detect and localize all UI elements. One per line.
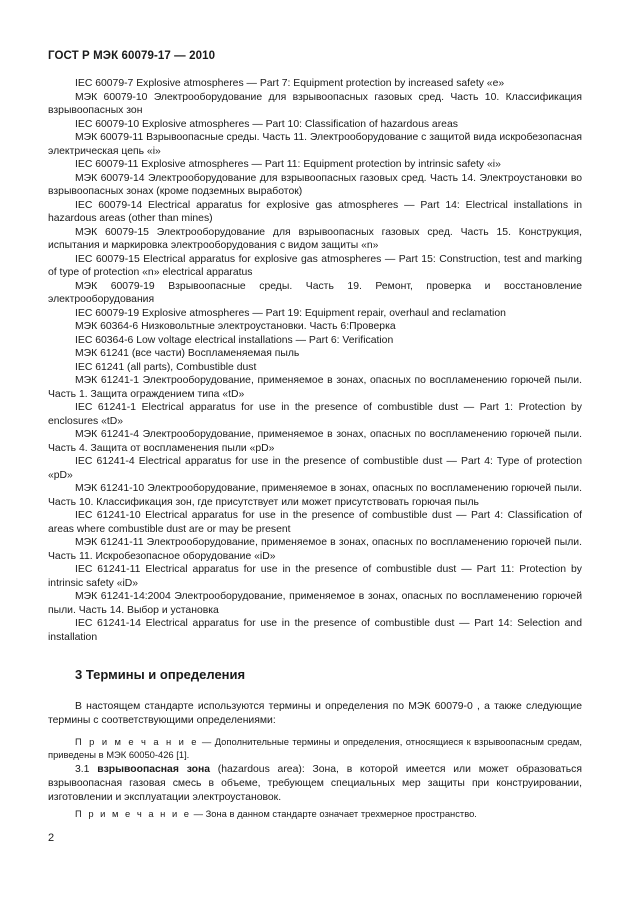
note-label: П р и м е ч а н и е	[75, 736, 199, 747]
definition-term: взрывоопасная зона	[97, 764, 210, 775]
reference-item: МЭК 60079-15 Электрооборудование для взрывоопасных газовых сред. Часть 15. Конструкция, испытания и маркировка электрооборудования с видом защиты «n»	[48, 226, 582, 251]
reference-item: МЭК 61241-10 Электрооборудование, применяемое в зонах, опасных по воспламенению горючей пыли. Часть 10. Классификация зон, где присутствует или может присутствовать горючая пыль	[48, 483, 582, 508]
page-number: 2	[48, 832, 55, 844]
reference-item: IEC 61241-10 Electrical apparatus for use in the presence of combustible dust — Part 4: Classification of areas where combustible dust are or may be present	[48, 510, 582, 535]
reference-item: IEC 60079-15 Electrical apparatus for explosive gas atmospheres — Part 15: Construction, test and marking of type of protection «n» electrical apparatus	[48, 253, 582, 278]
reference-item: IEC 60079-14 Electrical apparatus for explosive gas atmospheres — Part 14: Electrical installations in hazardous areas (other than mines)	[48, 199, 582, 224]
reference-item: МЭК 61241-11 Электрооборудование, применяемое в зонах, опасных по воспламенению горючей пыли. Часть 11. Искробезопасное оборудование «iD»	[48, 537, 582, 562]
reference-item: IEC 61241-14 Electrical apparatus for use in the presence of combustible dust — Part 14: Selection and installation	[48, 618, 582, 643]
reference-item: IEC 61241-1 Electrical apparatus for use in the presence of combustible dust — Part 1: Protection by enclosures «tD»	[48, 402, 582, 427]
note-1	[48, 735, 582, 761]
reference-item: IEC 61241-11 Electrical apparatus for use in the presence of combustible dust — Part 11: Protection by intrinsic safety «iD»	[48, 564, 582, 589]
reference-item: IEC 60079-19 Explosive atmospheres — Part 19: Equipment repair, overhaul and reclamation	[75, 307, 506, 319]
definition-number: 3.1	[75, 764, 98, 775]
reference-item: МЭК 60079-19 Взрывоопасные среды. Часть 19. Ремонт, проверка и восстановление электрооборудования	[48, 280, 582, 305]
reference-item: МЭК 60079-11 Взрывоопасные среды. Часть 11. Электрооборудование с защитой вида искробезопасная электрическая цепь «i»	[48, 132, 582, 157]
note-text: — Дополнительные термины и определения, относящиеся к взрывоопасным средам, приведены в МЭК 60050-426 [1].	[48, 736, 582, 760]
normative-references	[48, 77, 582, 644]
intro-paragraph	[48, 700, 582, 728]
section-title: 3 Термины и определения	[75, 667, 246, 682]
reference-item: IEC 60079-11 Explosive atmospheres — Part 11: Equipment protection by intrinsic safety «i»	[75, 159, 501, 170]
reference-item: МЭК 60079-14 Электрооборудование для взрывоопасных газовых сред. Часть 14. Электроустановки во взрывоопасных зонах (кроме подземных выработок)	[48, 172, 582, 197]
reference-item: МЭК 61241-1 Электрооборудование, применяемое в зонах, опасных по воспламенению горючей пыли. Часть 1. Защита ограждением типа «tD»	[48, 375, 582, 400]
reference-item: МЭК 61241-4 Электрооборудование, применяемое в зонах, опасных по воспламенению горючей пыли. Часть 4. Защита от воспламенения пыли «pD»	[48, 429, 582, 454]
reference-item: IEC 60079-10 Explosive atmospheres — Part 10: Classification of hazardous areas	[75, 118, 458, 130]
note-label: П р и м е ч а н и е	[75, 808, 192, 819]
document-header: ГОСТ Р МЭК 60079-17 — 2010	[48, 50, 216, 62]
reference-item: IEC 61241-4 Electrical apparatus for use in the presence of combustible dust — Part 4: Type of protection «pD»	[48, 456, 582, 481]
note-2	[48, 807, 582, 820]
reference-item: IEC 60079-7 Explosive atmospheres — Part 7: Equipment protection by increased safety «e»	[75, 78, 505, 89]
reference-item: IEC 61241 (all parts), Combustible dust	[75, 361, 257, 373]
definition-3-1	[48, 763, 582, 805]
reference-item: IEC 60364-6 Low voltage electrical installations — Part 6: Verification	[75, 334, 394, 346]
definition-text: (hazardous area): Зона, в которой имеется или может образоваться взрывоопасная газовая смесь в объеме, требующем специальных мер защиты при конструировании, изготовлении и эксплуатации электроустановок.	[48, 764, 582, 803]
reference-item: МЭК 61241-14:2004 Электрооборудование, применяемое в зонах, опасных по воспламенению горючей пыли. Часть 14. Выбор и установка	[48, 591, 582, 616]
reference-item: МЭК 60079-10 Электрооборудование для взрывоопасных газовых сред. Часть 10. Классификация взрывоопасных зон	[48, 91, 582, 116]
intro-text: В настоящем стандарте используются термины и определения по МЭК 60079-0 , а также следующие термины с соответствующими определениями:	[48, 701, 582, 726]
reference-item: МЭК 61241 (все части) Воспламеняемая пыль	[75, 348, 300, 359]
reference-item: МЭК 60364-6 Низковольтные электроустановки. Часть 6:Проверка	[75, 321, 396, 332]
note-text: — Зона в данном стандарте означает трехмерное пространство.	[191, 808, 477, 819]
